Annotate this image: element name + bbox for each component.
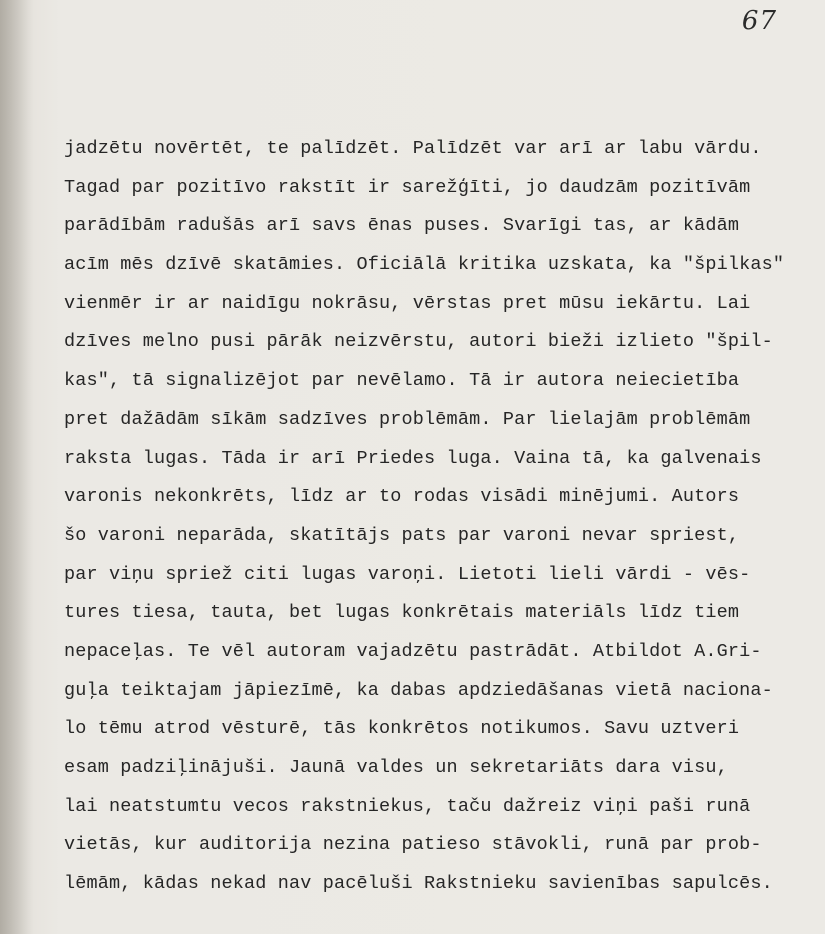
page-number: 67 — [741, 6, 777, 36]
text-line: acīm mēs dzīvē skatāmies. Oficiālā kritika uzskata, ka "špilkas" — [64, 254, 785, 276]
text-line: lo tēmu atrod vēsturē, tās konkrētos notikumos. Savu uztveri — [64, 718, 740, 740]
text-line: parādībām radušās arī savs ēnas puses. Svarīgi tas, ar kādām — [64, 215, 740, 237]
typewritten-body — [64, 130, 824, 904]
text-line: vietās, kur auditorija nezina patieso stāvokli, runā par prob- — [64, 834, 762, 856]
text-line: varonis nekonkrēts, līdz ar to rodas visādi minējumi. Autors — [64, 486, 740, 508]
text-line: vienmēr ir ar naidīgu nokrāsu, vērstas pret mūsu iekārtu. Lai — [64, 292, 751, 314]
text-line: guļa teiktajam jāpiezīmē, ka dabas apdziedāšanas vietā naciona- — [64, 679, 773, 701]
page-edge-shadow — [0, 0, 34, 934]
text-line: jadzētu novērtēt, te palīdzēt. Palīdzēt var arī ar labu vārdu. — [64, 138, 762, 159]
text-line: pret dažādām sīkām sadzīves problēmām. Par lielajām problēmām — [64, 408, 751, 430]
text-line: kas", tā signalizējot par nevēlamo. Tā ir autora neiecietība — [64, 370, 740, 392]
text-line: esam padziļinājuši. Jaunā valdes un sekretariāts dara visu, — [64, 757, 728, 778]
text-line: lēmām, kādas nekad nav pacēluši Rakstnieku savienības sapulcēs. — [64, 873, 773, 895]
text-line: nepaceļas. Te vēl autoram vajadzētu pastrādāt. Atbildot A.Gri- — [64, 640, 762, 662]
text-line: lai neatstumtu vecos rakstniekus, taču dažreiz viņi paši runā — [64, 795, 751, 817]
text-line: dzīves melno pusi pārāk neizvērstu, autori bieži izlieto "špil- — [64, 331, 773, 353]
text-line: tures tiesa, tauta, bet lugas konkrētais materiāls līdz tiem — [64, 602, 740, 624]
text-line: raksta lugas. Tāda ir arī Priedes luga. Vaina tā, ka galvenais — [64, 447, 762, 469]
text-line: par viņu spriež citi lugas varoņi. Lietoti lieli vārdi - vēs- — [64, 563, 751, 585]
text-line: Tagad par pozitīvo rakstīt ir sarežģīti, jo daudzām pozitīvām — [64, 176, 751, 198]
text-line: šo varoni neparāda, skatītājs pats par varoni nevar spriest, — [64, 524, 740, 546]
